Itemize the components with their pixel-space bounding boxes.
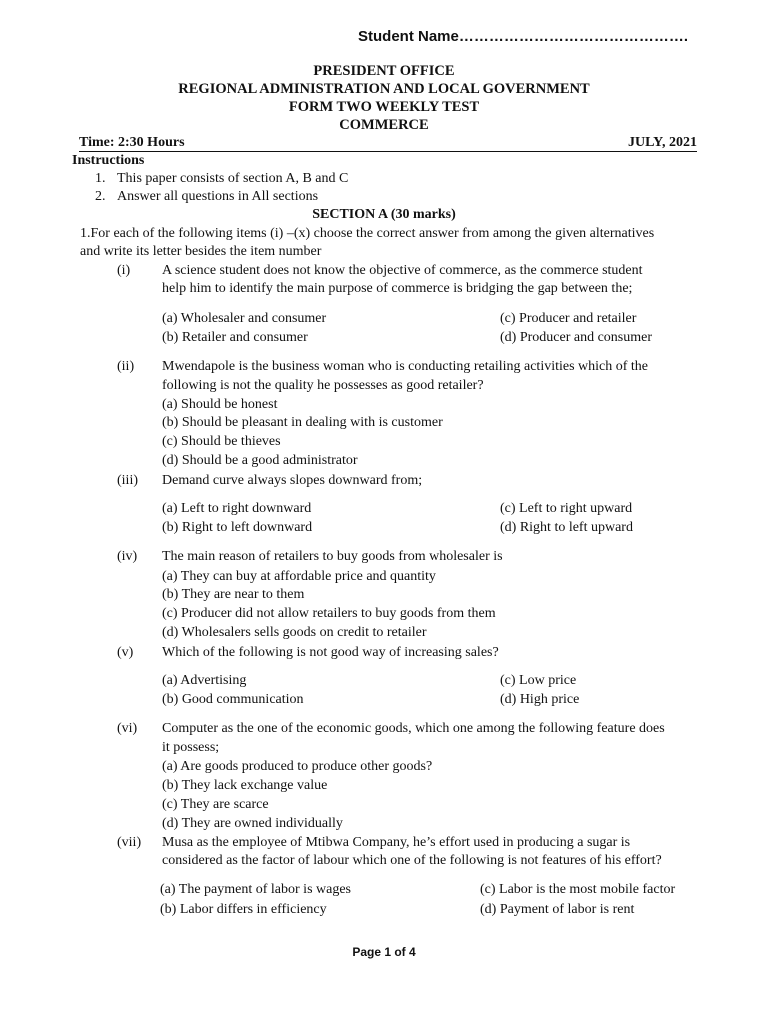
option: (c) Producer and retailer: [500, 311, 637, 326]
header-test-name: FORM TWO WEEKLY TEST: [288, 99, 480, 115]
item-stem: Demand curve always slopes downward from;: [162, 473, 423, 488]
option: (a) Wholesaler and consumer: [162, 311, 327, 326]
item-stem: Computer as the one of the economic goods, which one among the following feature does: [162, 721, 665, 736]
header-rule: [79, 151, 697, 152]
item-number: (iii): [117, 473, 138, 488]
option: (b) They lack exchange value: [162, 778, 328, 793]
option: (b) Should be pleasant in dealing with is customer: [162, 415, 443, 430]
item-stem: following is not the quality he possesses as good retailer?: [162, 378, 484, 393]
header-president-office: PRESIDENT OFFICE: [313, 63, 455, 79]
option: (c) Labor is the most mobile factor: [480, 882, 676, 897]
student-name-field: Student Name……………………………………….: [358, 28, 689, 45]
option: (d) They are owned individually: [162, 816, 343, 831]
item-number: (v): [117, 645, 134, 660]
option: (d) Should be a good administrator: [162, 453, 358, 468]
item-number: (ii): [117, 359, 135, 374]
option: (b) They are near to them: [162, 587, 305, 602]
option: (a) They can buy at affordable price and quantity: [162, 569, 436, 584]
question-1-intro: 1.For each of the following items (i) –(x) choose the correct answer from among the given alternatives: [80, 226, 655, 241]
instruction-number: 1.: [95, 171, 106, 186]
item-stem: Musa as the employee of Mtibwa Company, he’s effort used in producing a sugar is: [162, 835, 631, 850]
option: (a) Should be honest: [162, 397, 278, 412]
option: (c) Producer did not allow retailers to buy goods from them: [162, 606, 496, 621]
instruction-text: This paper consists of section A, B and C: [117, 171, 349, 186]
header-subject: COMMERCE: [339, 117, 429, 133]
exam-date: JULY, 2021: [628, 135, 697, 150]
option: (a) The payment of labor is wages: [160, 882, 352, 897]
option: (d) Producer and consumer: [500, 330, 653, 345]
page-number: Page 1 of 4: [352, 945, 416, 959]
option: (a) Are goods produced to produce other goods?: [162, 759, 433, 774]
item-stem: Mwendapole is the business woman who is conducting retailing activities which of the: [162, 359, 649, 374]
instructions-title: Instructions: [72, 153, 145, 168]
option: (c) Should be thieves: [162, 434, 281, 449]
item-stem: it possess;: [162, 740, 220, 755]
option: (c) Low price: [500, 673, 577, 688]
header-regional-admin: REGIONAL ADMINISTRATION AND LOCAL GOVERNMENT: [178, 81, 590, 97]
option: (a) Advertising: [162, 673, 247, 688]
item-stem: A science student does not know the objective of commerce, as the commerce student: [162, 263, 643, 278]
option: (b) Retailer and consumer: [162, 330, 308, 345]
option: (b) Right to left downward: [162, 520, 313, 535]
option: (d) Payment of labor is rent: [480, 902, 635, 917]
option: (d) Right to left upward: [500, 520, 633, 535]
item-number: (i): [117, 263, 131, 278]
option: (d) High price: [500, 692, 580, 707]
option: (b) Good communication: [162, 692, 304, 707]
item-stem: help him to identify the main purpose of commerce is bridging the gap between the;: [162, 281, 633, 296]
item-number: (vi): [117, 721, 138, 736]
exam-time: Time: 2:30 Hours: [79, 135, 185, 150]
item-stem: Which of the following is not good way of increasing sales?: [162, 645, 499, 660]
option: (b) Labor differs in efficiency: [160, 902, 327, 917]
option: (c) Left to right upward: [500, 501, 633, 516]
item-number: (iv): [117, 549, 138, 564]
item-stem: The main reason of retailers to buy goods from wholesaler is: [162, 549, 503, 564]
instruction-text: Answer all questions in All sections: [117, 189, 319, 204]
section-a-heading: SECTION A (30 marks): [312, 207, 456, 222]
item-stem: considered as the factor of labour which one of the following is not features of his effort?: [162, 853, 662, 868]
option: (a) Left to right downward: [162, 501, 312, 516]
option: (c) They are scarce: [162, 797, 269, 812]
option: (d) Wholesalers sells goods on credit to retailer: [162, 625, 427, 640]
item-number: (vii): [117, 835, 142, 850]
question-1-intro: and write its letter besides the item number: [80, 244, 322, 259]
instruction-number: 2.: [95, 189, 106, 204]
